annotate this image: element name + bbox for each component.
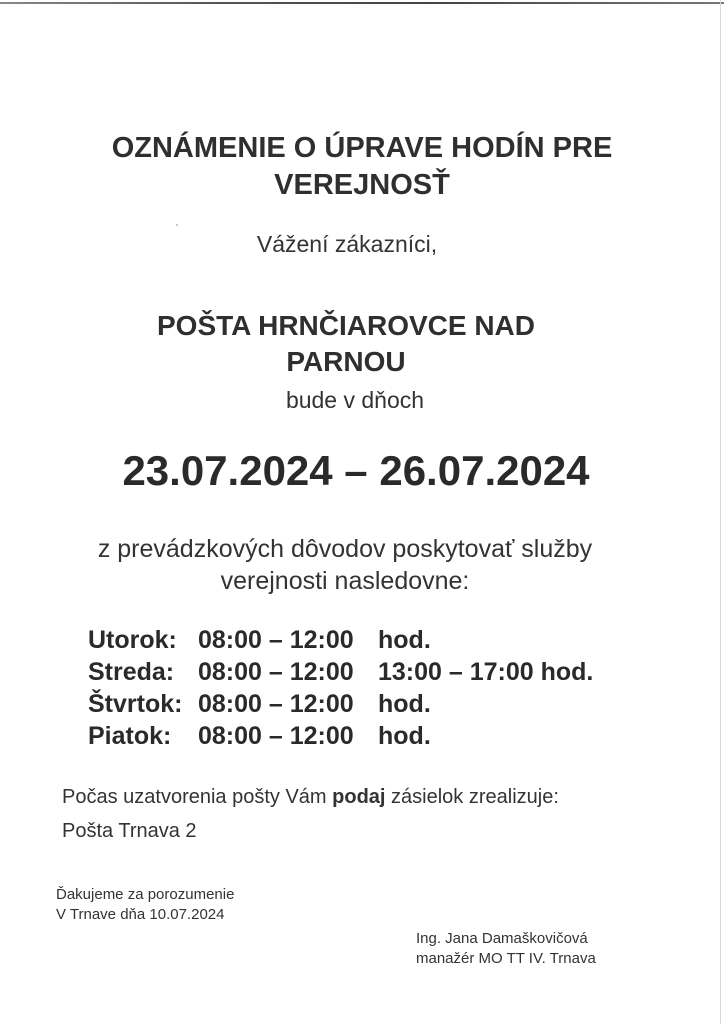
notice-title-line-2: VEREJNOSŤ [274,169,450,201]
reason-line-2: verejnosti nasledovne: [220,567,470,595]
opening-hours-table [88,624,593,752]
place-date-line: V Trnave dňa 10.07.2024 [56,906,225,923]
alternate-post-office: Pošta Trnava 2 [62,820,197,842]
closure-text-bold: podaj [332,786,386,808]
hours-afternoon: hod. [378,690,431,718]
scan-speck [176,224,178,226]
closure-notice [62,786,559,809]
closure-text-after: zásielok zrealizuje: [385,786,559,808]
hours-afternoon: hod. [378,722,431,750]
hours-row-wednesday [88,656,593,688]
hours-morning: 08:00 – 12:00 [198,690,354,718]
thanks-line: Ďakujeme za porozumenie [56,886,235,903]
post-office-name-line-2: PARNOU [286,346,406,377]
signatory-name: Ing. Jana Damaškovičová [416,930,588,947]
post-office-name [0,308,692,380]
signature-block [416,929,596,969]
hours-afternoon: hod. [378,626,431,654]
notice-title [0,130,724,204]
hours-row-tuesday [88,624,593,656]
notice-title-line-1: OZNÁMENIE O ÚPRAVE HODÍN PRE [111,132,613,164]
hours-morning: 08:00 – 12:00 [198,658,354,686]
thanks-block [56,885,234,925]
hours-day: Utorok: [88,626,177,654]
closure-text-before: Počas uzatvorenia pošty Vám [62,786,333,808]
hours-row-thursday [88,688,593,720]
post-office-name-line-1: POŠTA HRNČIAROVCE NAD [156,310,535,341]
hours-morning: 08:00 – 12:00 [198,626,354,654]
hours-row-friday [88,720,593,752]
scan-top-border [0,2,724,4]
hours-morning: 08:00 – 12:00 [198,722,354,750]
reason-line-1: z prevádzkových dôvodov poskytovať služby [97,535,593,563]
hours-day: Piatok: [88,722,172,750]
greeting: Vážení zákazníci, [256,231,438,257]
period-intro: bude v dňoch [285,387,425,413]
signatory-role: manažér MO TT IV. Trnava [416,950,596,967]
hours-day: Štvrtok: [88,690,183,718]
reason-text [0,533,690,597]
hours-afternoon: 13:00 – 17:00 hod. [378,658,594,686]
hours-day: Streda: [88,658,175,686]
date-range: 23.07.2024 – 26.07.2024 [122,447,590,494]
